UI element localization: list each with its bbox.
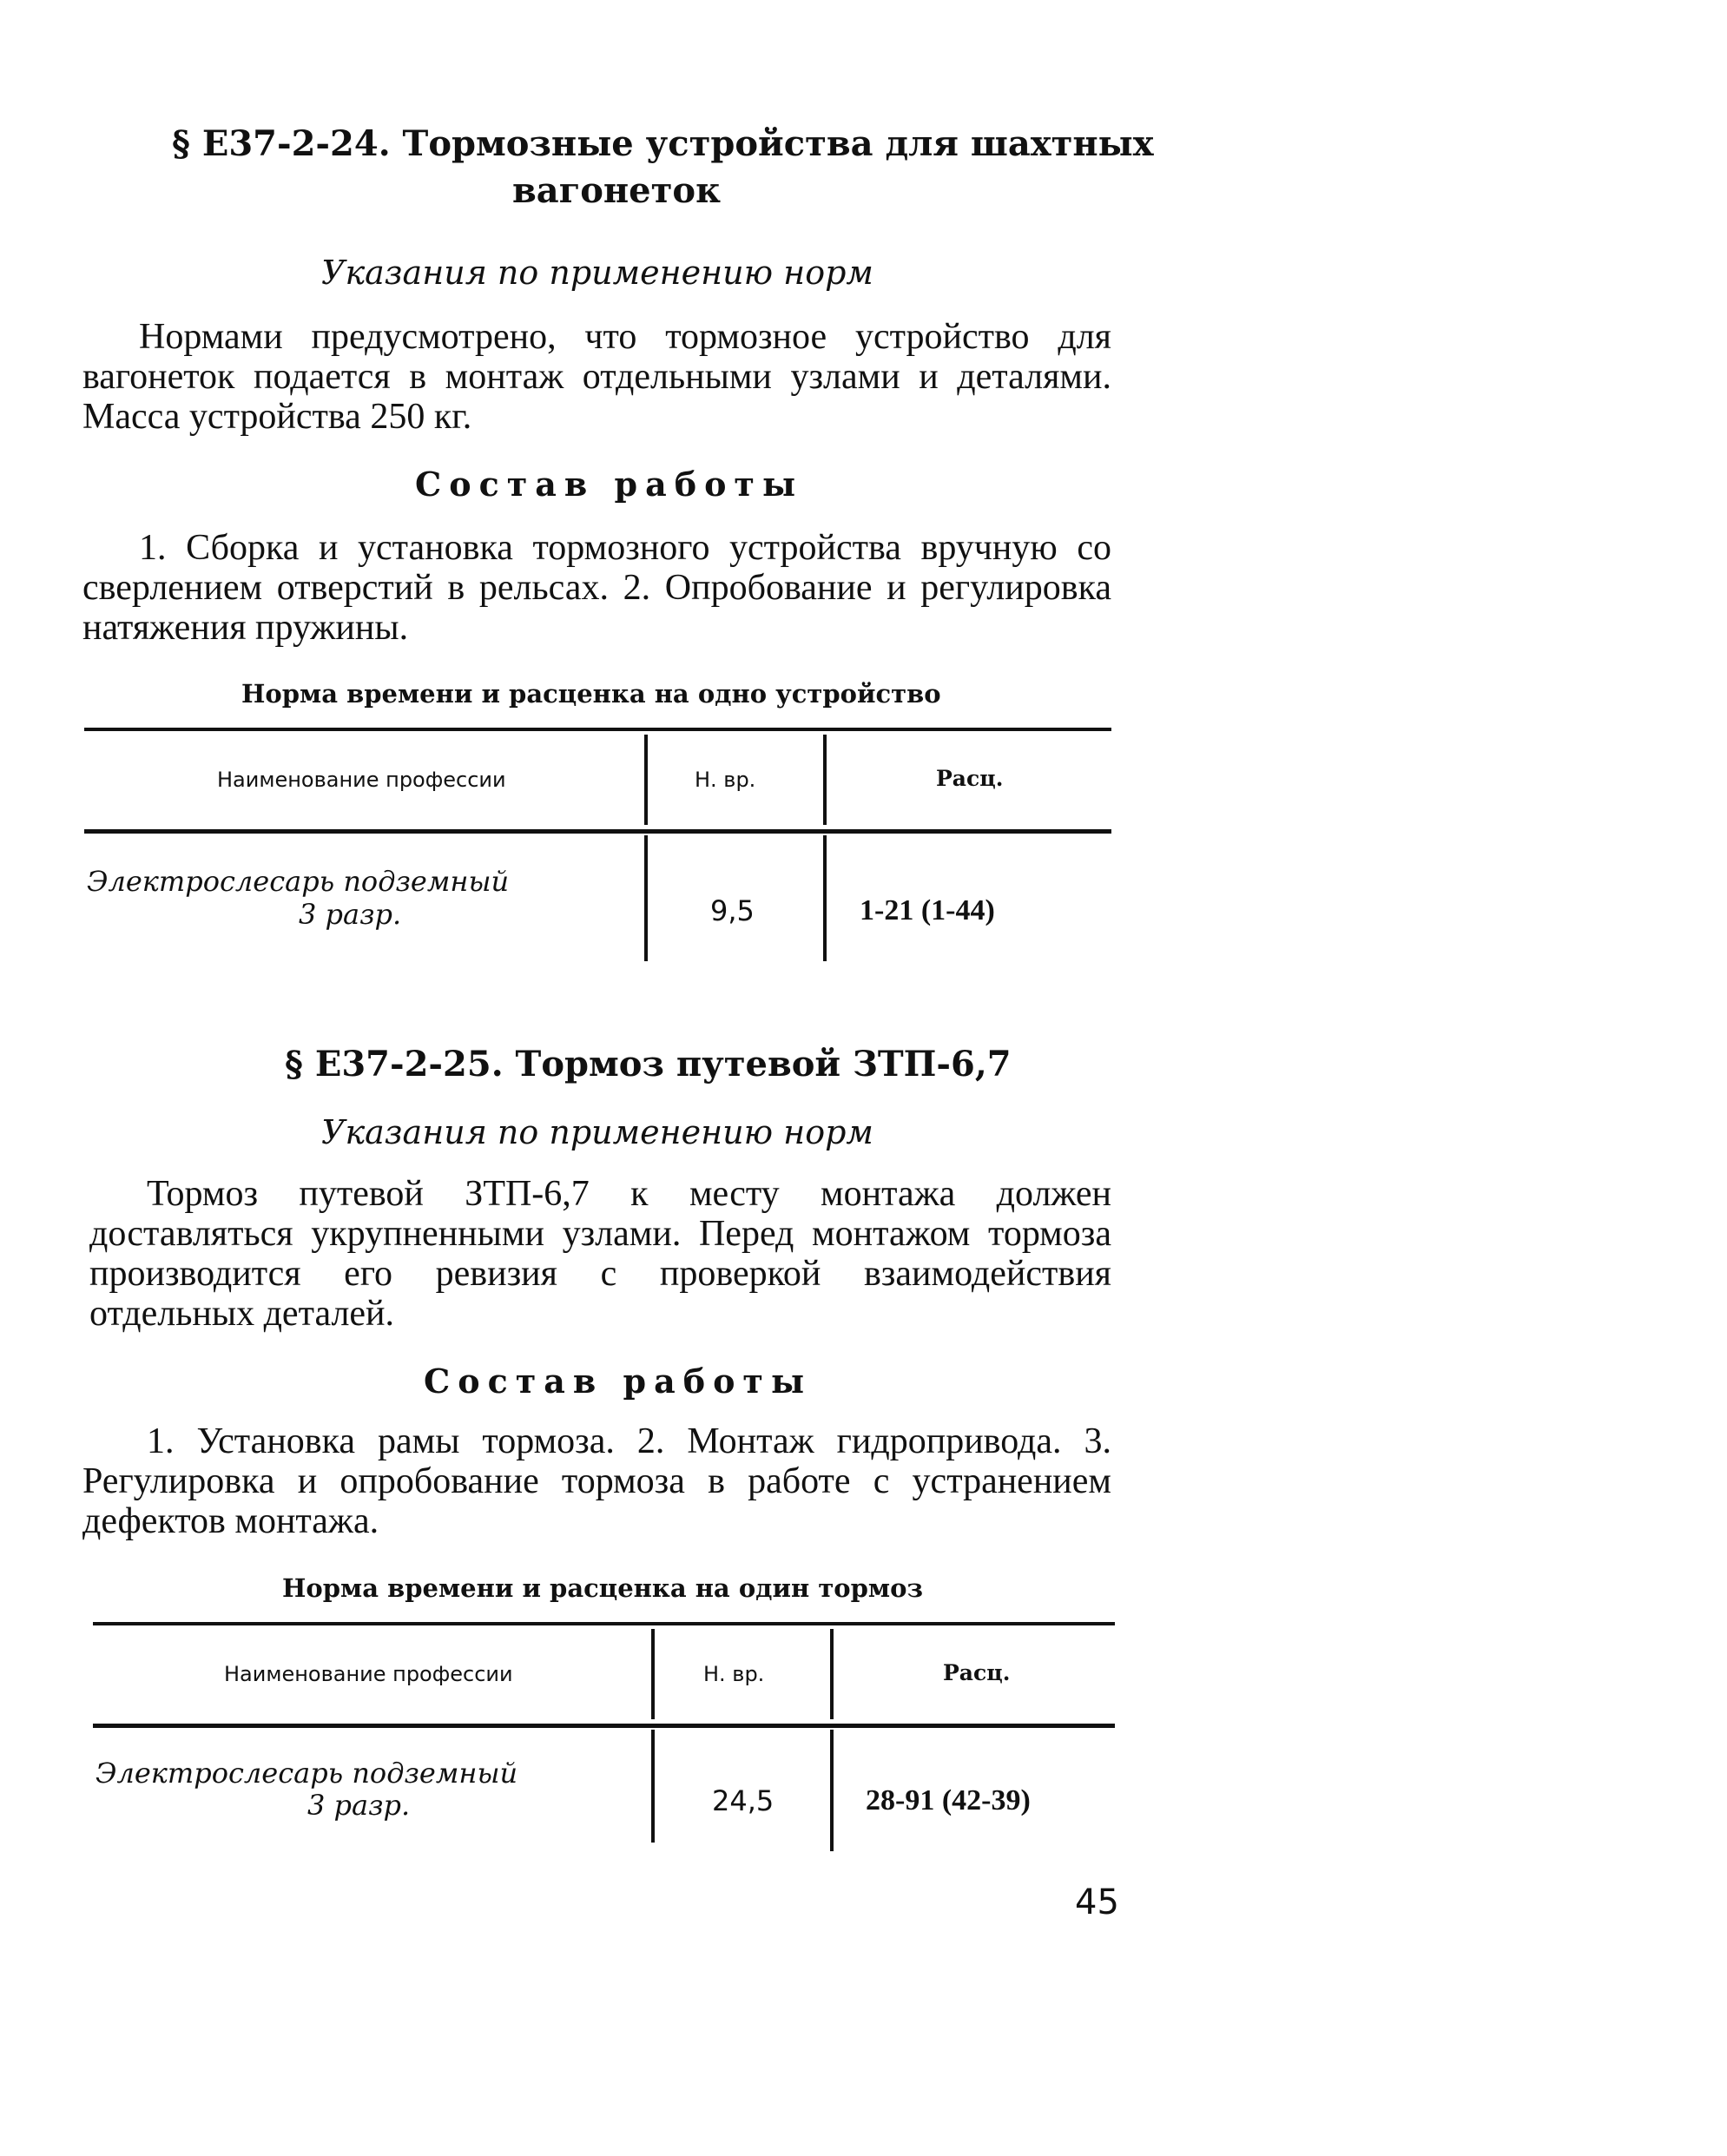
table-header-rule: [84, 829, 1111, 834]
norm-value: 9,5: [710, 894, 755, 927]
composition-text: 1. Установка рамы тормоза. 2. Монтаж гидропривода. 3. Регулировка и опробование тормоза в работе с устранением дефектов монтажа.: [82, 1421, 1111, 1541]
table-divider: [823, 835, 827, 961]
guidance-title: Указания по применению норм: [321, 254, 873, 292]
header-profession: Наименование профессии: [217, 768, 506, 792]
table-divider: [830, 1629, 834, 1719]
table-divider: [644, 735, 648, 825]
header-rate: Расц.: [943, 1660, 1011, 1685]
profession-grade: 3 разр.: [299, 898, 402, 931]
composition-text: 1. Сборка и установка тормозного устройства вручную со сверлением отверстий в рельсах. 2. Опробование и регулировка натяжения пружины.: [82, 528, 1111, 648]
header-profession: Наименование профессии: [224, 1662, 513, 1686]
header-norm: Н. вр.: [695, 768, 756, 792]
table-header-rule: [93, 1724, 1115, 1728]
guidance-text: Тормоз путевой ЗТП-6,7 к месту монтажа должен доставляться укрупненными узлами. Перед монтажом тормоза производится его ревизия с проверкой взаимодействия отдельных деталей.: [89, 1174, 1111, 1334]
header-norm: Н. вр.: [703, 1662, 765, 1686]
table-top-rule: [93, 1622, 1115, 1625]
page-number: 45: [1075, 1882, 1119, 1922]
table-top-rule: [84, 728, 1111, 731]
header-rate: Расц.: [936, 766, 1004, 791]
rate-value: 1-21 (1-44): [860, 894, 995, 926]
guidance-text: Нормами предусмотрено, что тормозное устройство для вагонеток подается в монтаж отдельными узлами и деталями. Масса устройства 250 кг.: [82, 317, 1111, 437]
table-divider: [823, 735, 827, 825]
table-divider: [830, 1730, 834, 1851]
table-divider: [651, 1629, 655, 1719]
profession-name: Электрослесарь подземный: [96, 1757, 518, 1790]
composition-title: Состав работы: [415, 465, 804, 504]
section-heading-line1: § Е37-2-25. Тормоз путевой ЗТП-6,7: [285, 1044, 1012, 1085]
rate-value: 28-91 (42-39): [866, 1784, 1031, 1816]
section-heading-line2: вагонеток: [512, 170, 721, 211]
guidance-title: Указания по применению норм: [321, 1113, 873, 1151]
composition-title: Состав работы: [424, 1362, 813, 1401]
profession-grade: 3 разр.: [307, 1789, 411, 1822]
table-divider: [644, 835, 648, 961]
norm-value: 24,5: [712, 1784, 775, 1817]
profession-name: Электрослесарь подземный: [87, 865, 510, 898]
table-divider: [651, 1730, 655, 1843]
table-caption: Норма времени и расценка на одно устройство: [241, 679, 941, 709]
section-heading-line1: § Е37-2-24. Тормозные устройства для шахтных: [172, 123, 1154, 164]
table-caption: Норма времени и расценка на один тормоз: [282, 1573, 923, 1603]
